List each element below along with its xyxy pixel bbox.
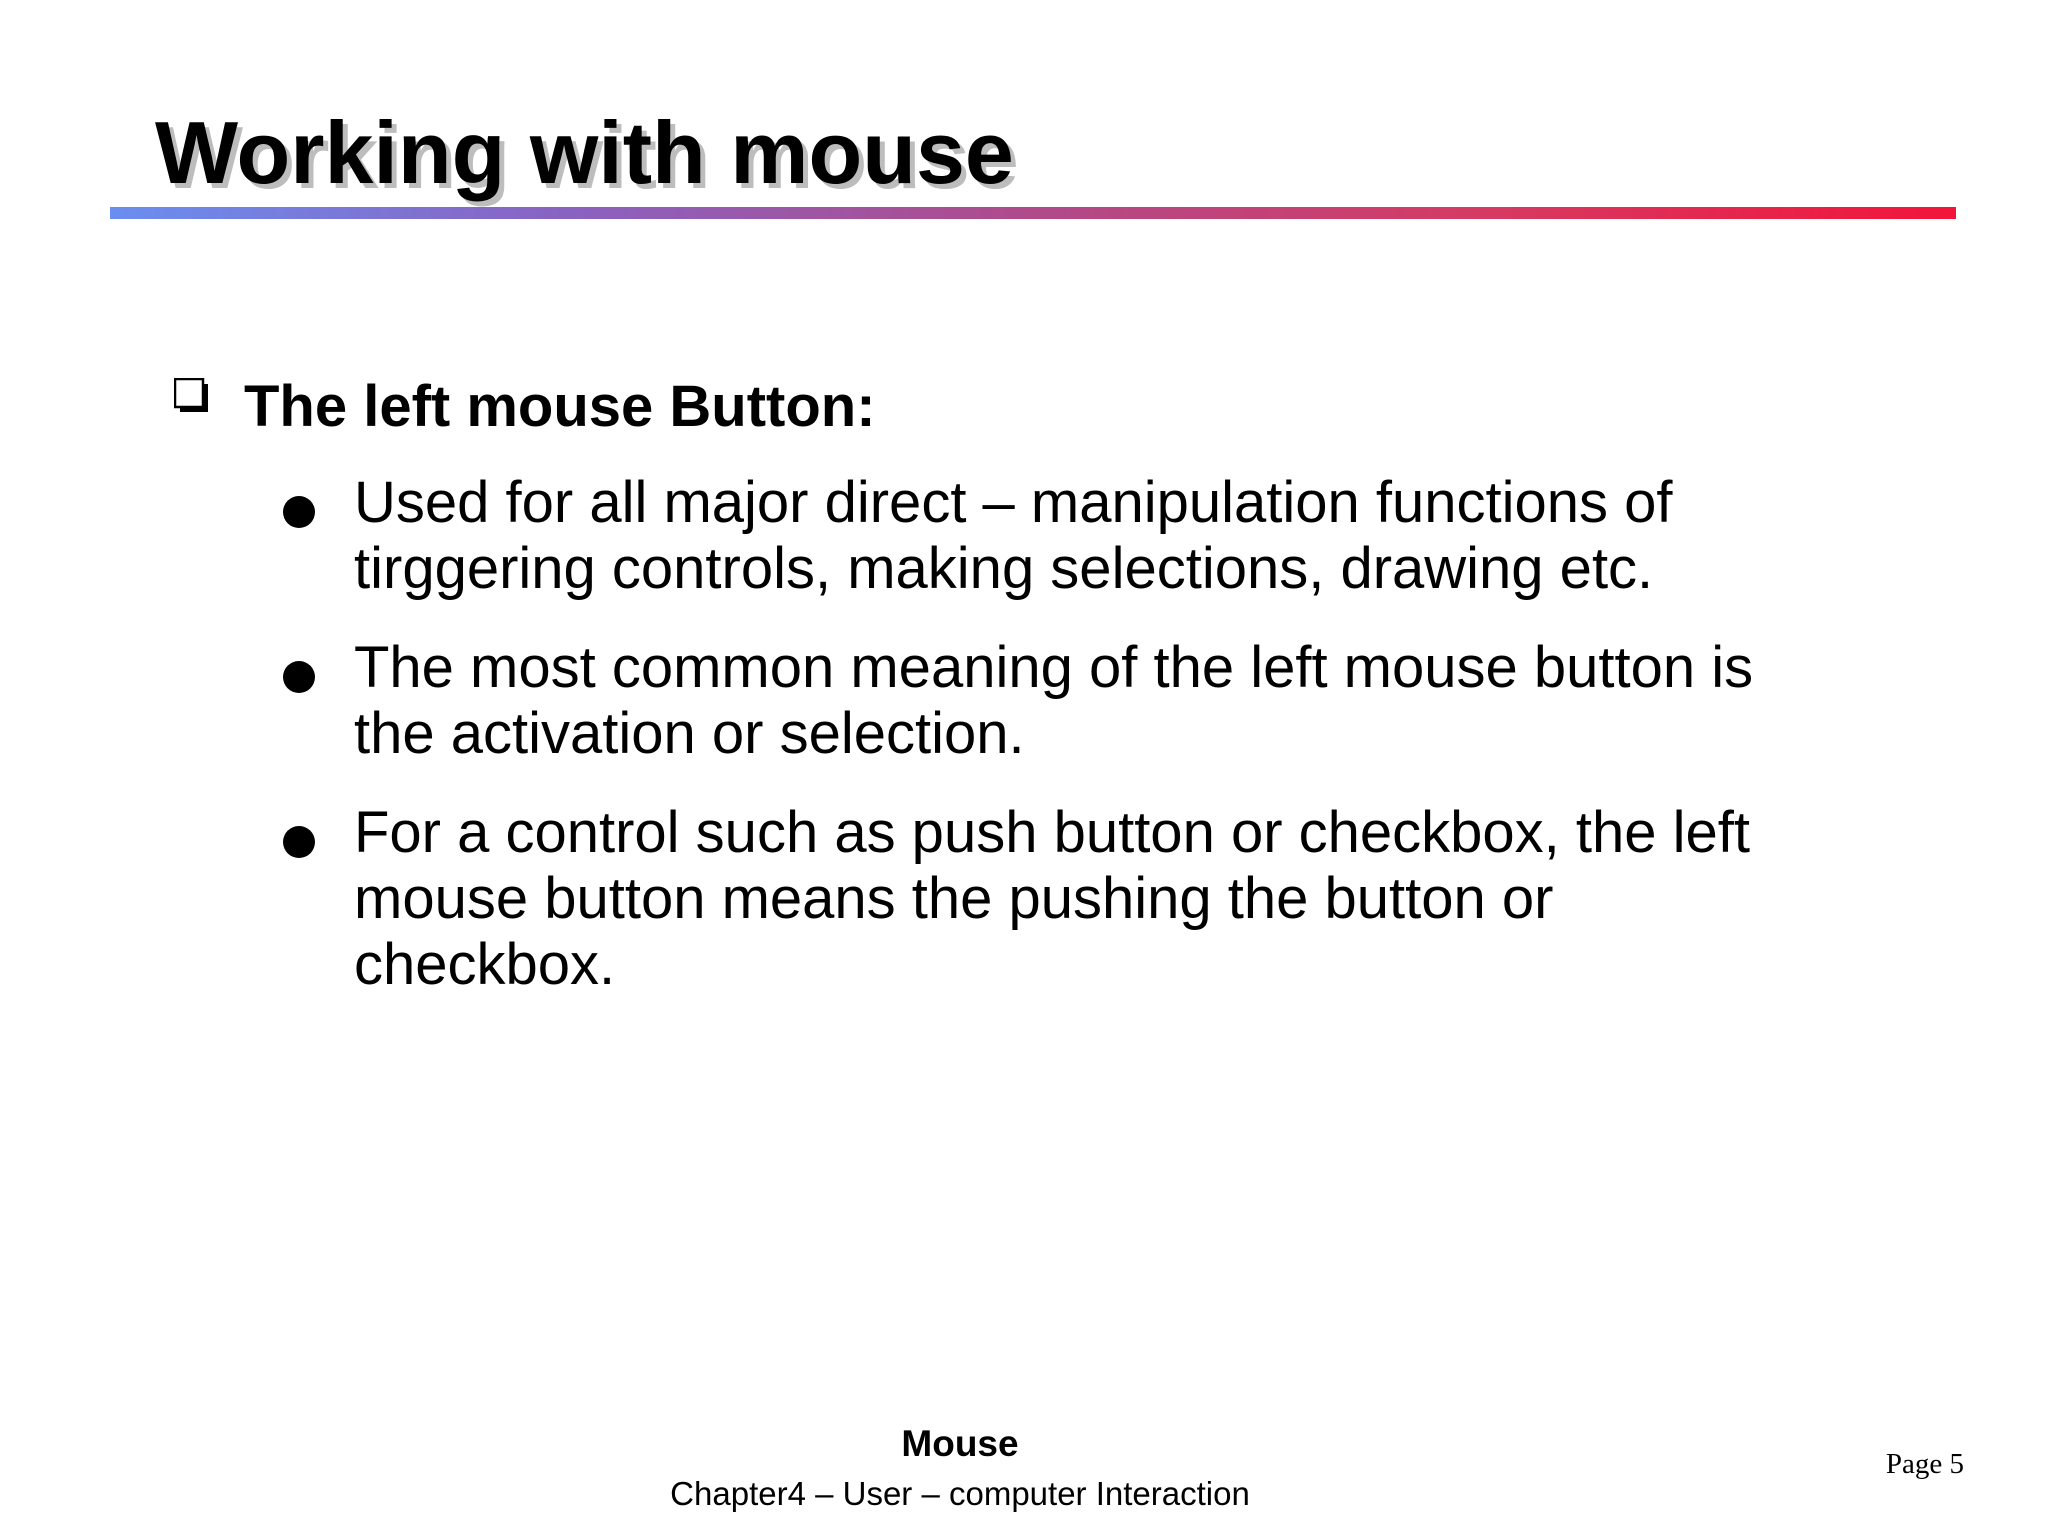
footer-title: Mouse (901, 1423, 1019, 1464)
page-number: Page 5 (1885, 1448, 1964, 1480)
footer-subtitle: Chapter4 – User – computer Interaction (670, 1475, 1250, 1512)
slide-title: Working with mouse (155, 103, 1014, 202)
list-item-text: The most common meaning of the left mouse button is the activation or selection. (354, 635, 1754, 766)
title-divider (110, 207, 1956, 219)
bullet-dot-icon (283, 496, 315, 528)
bullet-dot-icon (283, 826, 315, 858)
list-item-text: For a control such as push button or checkbox, the left mouse button means the pushing the button or checkbox. (354, 800, 1750, 997)
list-item-text: Used for all major direct – manipulation functions of tirggering controls, making selections, drawing etc. (354, 470, 1673, 601)
checkbox-icon (174, 378, 210, 414)
section-heading (172, 372, 1872, 442)
section-heading-text: The left mouse Button: (244, 374, 876, 439)
bullet-dot-icon (283, 661, 315, 693)
